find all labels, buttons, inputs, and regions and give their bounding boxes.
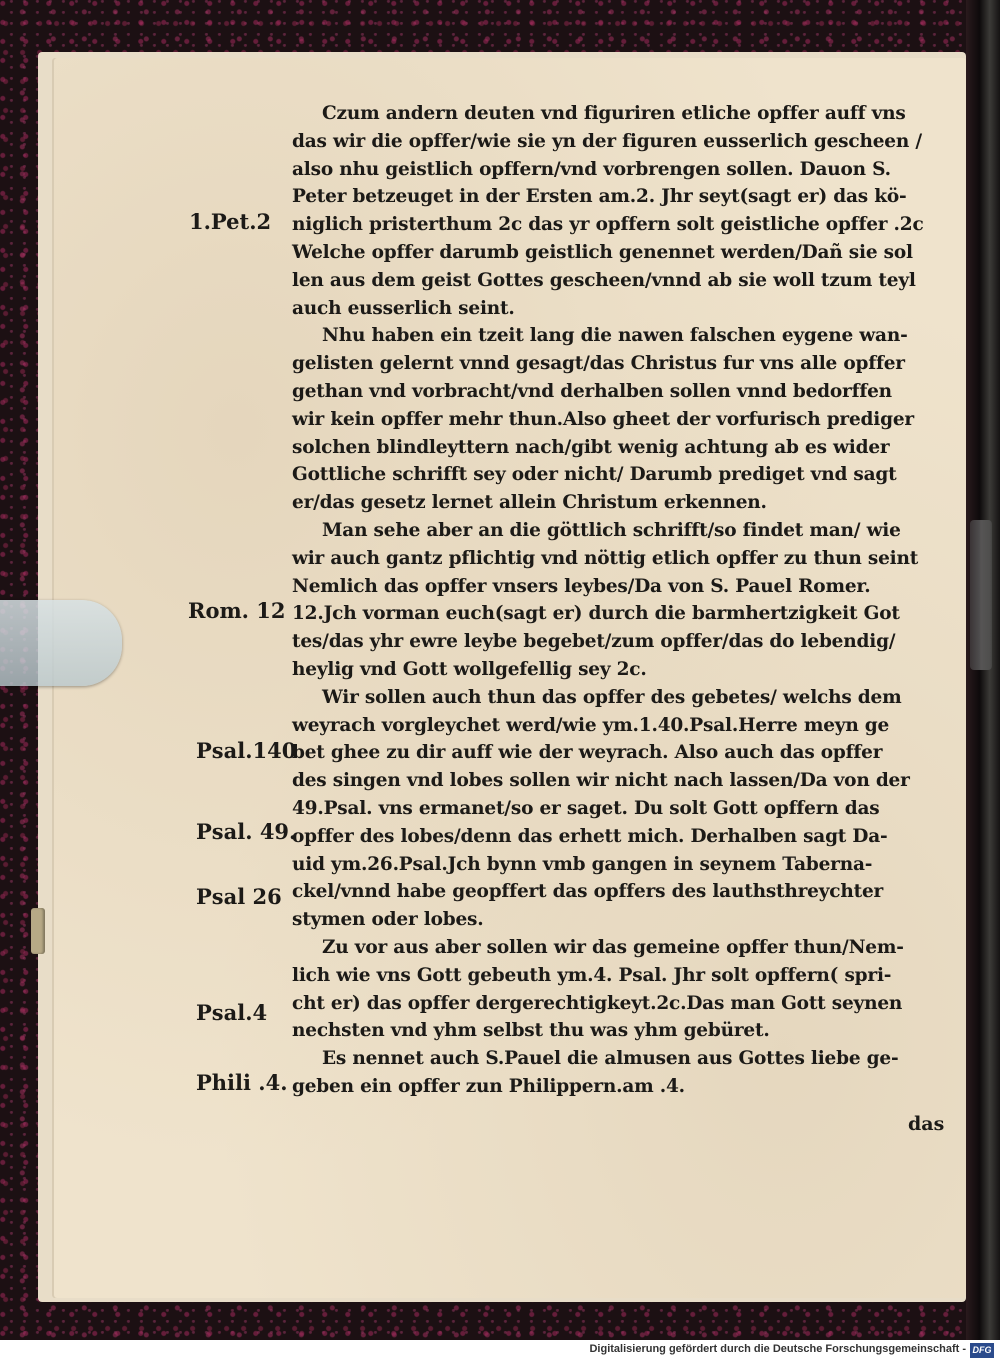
body-text <box>292 100 952 1101</box>
left-clasp <box>31 908 45 954</box>
text-line: das wir die opffer/wie sie yn der figuren eusserlich gescheen / <box>292 130 922 152</box>
text-line: Czum andern deuten vnd figuriren etliche opffer auff vns <box>322 103 906 124</box>
text-line: uid ym.26.Psal.Jch bynn vmb gangen in seynem Taberna- <box>292 853 873 875</box>
dfg-logo: DFG <box>970 1343 994 1358</box>
text-line: bet ghee zu dir auff wie der weyrach. Also auch das opffer <box>292 742 883 764</box>
text-line: solchen blindleyttern nach/gibt wenig achtung ab es wider <box>292 436 890 458</box>
margin-note-psal4: Psal.4 <box>196 1000 268 1025</box>
text-line: gethan vnd vorbracht/vnd derhalben sollen vnnd bedorffen <box>292 380 892 402</box>
margin-note-rom: Rom. 12 <box>188 598 286 623</box>
text-line: nechsten vnd yhm selbst thu was yhm gebüret. <box>292 1020 770 1042</box>
margin-note-phili: Phili .4. <box>196 1070 288 1095</box>
text-line: des singen vnd lobes sollen wir nicht nach lassen/Da von der <box>292 770 910 792</box>
text-line: Zu vor aus aber sollen wir das gemeine opffer thun/Nem- <box>322 936 904 958</box>
text-line: 12.Jch vorman euch(sagt er) durch die barmhertzigkeit Got <box>292 603 900 625</box>
margin-note-psal140: Psal.140 <box>196 738 297 763</box>
margin-note-pet: 1.Pet.2 <box>189 209 272 234</box>
text-line: Gottliche schrifft sey oder nicht/ Darumb prediget vnd sagt <box>292 464 897 486</box>
text-line: tes/das yhr ewre leybe begebet/zum opffer/das do lebendig/ <box>292 631 896 653</box>
text-line: wir auch gantz pflichtig vnd nöttig etlich opffer zu thun seint <box>292 547 919 569</box>
text-line: weyrach vorgleychet werd/wie ym.1.40.Psal.Herre meyn ge <box>292 714 890 736</box>
text-line: Man sehe aber an die göttlich schrifft/so findet man/ wie <box>322 519 901 541</box>
text-line: wir kein opffer mehr thun.Also gheet der vorfurisch prediger <box>292 408 914 430</box>
plastic-bookmark-strip <box>0 600 122 686</box>
text-line: Wir sollen auch thun das opffer des gebetes/ welchs dem <box>322 686 902 708</box>
text-line: auch eusserlich seint. <box>292 297 515 319</box>
text-line: niglich pristerthum 2c das yr opffern solt geistliche opffer .2c <box>292 214 924 236</box>
text-line: len aus dem geist Gottes gescheen/vnnd ab sie woll tzum teyl <box>292 269 916 291</box>
text-line: cht er) das opffer dergerechtigkeyt.2c.Das man Gott seynen <box>292 992 903 1014</box>
text-line: Nemlich das opffer vnsers leybes/Da von S. Pauel Romer. <box>292 575 871 597</box>
text-line: opffer des lobes/denn das erhett mich. Derhalben sagt Da- <box>292 825 888 847</box>
catchword: das <box>908 1113 945 1135</box>
text-line: Nhu haben ein tzeit lang die nawen falschen eygene wan- <box>322 325 908 347</box>
text-line: 49.Psal. vns ermanet/so er saget. Du solt Gott opffern das <box>292 797 880 819</box>
margin-note-psal49: Psal. 49. <box>196 819 297 844</box>
text-line: ckel/vnnd habe geopffert das opffers des lauthsthreychter <box>292 881 884 903</box>
text-line: Welche opffer darumb geistlich genennet werden/Dañ sie sol <box>292 241 913 263</box>
text-line: gelisten gelernt vnnd gesagt/das Christus fur vns alle opffer <box>292 353 905 375</box>
margin-note-psal26: Psal 26 <box>196 884 282 909</box>
book-board-edge <box>966 0 1000 1340</box>
text-line: Es nennet auch S.Pauel die almusen aus Gottes liebe ge- <box>322 1048 899 1070</box>
text-line: Peter betzeuget in der Ersten am.2. Jhr seyt(sagt er) das kö- <box>292 186 907 208</box>
text-line: heylig vnd Gott wollgefellig sey 2c. <box>292 658 647 680</box>
footer-credit: Digitalisierung gefördert durch die Deutsche Forschungsgemeinschaft - <box>589 1343 966 1355</box>
text-line: stymen oder lobes. <box>292 909 484 931</box>
text-line: er/das gesetz lernet allein Christum erkennen. <box>292 492 767 514</box>
text-line: lich wie vns Gott gebeuth ym.4. Psal. Jhr solt opffern( spri- <box>292 964 892 986</box>
text-line: geben ein opffer zun Philippern.am .4. <box>292 1075 685 1097</box>
metal-clasp <box>970 520 992 670</box>
text-line: also nhu geistlich opffern/vnd vorbrengen sollen. Dauon S. <box>292 158 891 180</box>
